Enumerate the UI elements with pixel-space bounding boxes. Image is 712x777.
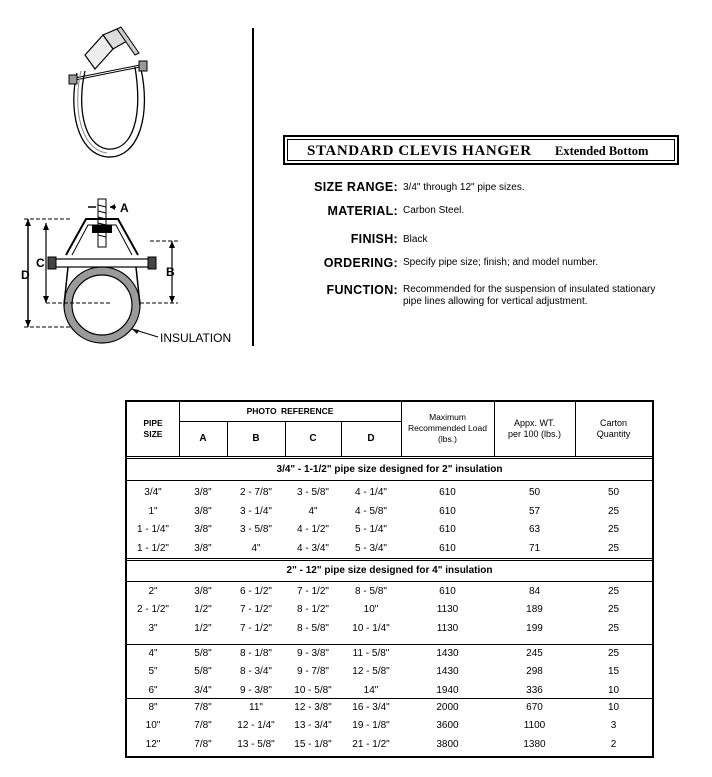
cell-weight: 199	[526, 622, 543, 634]
cell-a: 3/8"	[194, 487, 212, 498]
spec-value-ordering: Specify pipe size; finish; and model number.	[403, 257, 599, 268]
cell-weight: 670	[526, 702, 543, 713]
cell-pipe-size: 3"	[148, 622, 158, 634]
header-max-load: Maximum Recommended Load (lbs.)	[408, 412, 487, 444]
cell-a: 5/8"	[194, 648, 212, 659]
cell-a: 3/8"	[194, 524, 212, 535]
cell-c: 7 - 1/2"	[297, 586, 329, 597]
cell-carton: 25	[607, 524, 620, 535]
cell-carton: 25	[607, 586, 620, 597]
cell-pipe-size: 10"	[145, 720, 161, 732]
spec-value-material: Carbon Steel.	[403, 205, 465, 216]
cell-max-load: 610	[439, 586, 456, 597]
cell-c: 9 - 7/8"	[297, 666, 329, 678]
page-title: STANDARD CLEVIS HANGER	[307, 143, 532, 159]
cell-b: 13 - 5/8"	[237, 738, 275, 750]
cell-weight: 298	[526, 666, 543, 678]
cell-pipe-size: 8"	[148, 702, 158, 713]
section-title-large-pipe: 2" - 12" pipe size designed for 4" insulation	[286, 565, 493, 576]
cell-d: 4 - 1/4"	[355, 487, 387, 498]
cell-d: 19 - 1/8"	[352, 720, 390, 732]
cell-d: 4 - 5/8"	[355, 505, 387, 517]
cell-a: 7/8"	[194, 738, 212, 750]
cell-b: 8 - 1/8"	[240, 648, 272, 659]
cell-b: 12 - 1/4"	[237, 720, 275, 732]
cell-c: 4 - 3/4"	[297, 542, 329, 554]
cell-c: 4"	[308, 505, 318, 517]
cell-d: 8 - 5/8"	[355, 586, 387, 597]
cell-a: 1/2"	[194, 604, 212, 616]
header-b: B	[252, 433, 260, 444]
cell-b: 9 - 3/8"	[240, 684, 272, 696]
cell-max-load: 2000	[436, 702, 459, 713]
dimension-label-a: A	[120, 201, 129, 215]
cell-b: 11"	[249, 702, 263, 713]
insulation-label: INSULATION	[160, 331, 232, 345]
cell-a: 3/4"	[194, 684, 212, 696]
cell-max-load: 1430	[436, 666, 459, 678]
cell-d: 10"	[363, 604, 379, 616]
cell-pipe-size: 6"	[148, 684, 158, 696]
spec-value-function-line1: Recommended for the suspension of insulated stationary	[403, 284, 656, 295]
cell-b: 6 - 1/2"	[240, 586, 272, 597]
cell-c: 8 - 1/2"	[297, 604, 329, 616]
cell-carton: 2	[610, 738, 617, 750]
cell-carton: 25	[607, 505, 620, 517]
cell-weight: 57	[528, 505, 541, 517]
cell-b: 7 - 1/2"	[240, 622, 272, 634]
clevis-hanger-illustration	[55, 25, 165, 165]
cell-carton: 3	[610, 720, 617, 732]
cell-weight: 1100	[523, 720, 546, 732]
cell-weight: 84	[528, 586, 541, 597]
cell-d: 10 - 1/4"	[352, 622, 390, 634]
cell-max-load: 1130	[436, 622, 459, 634]
cell-carton: 10	[607, 702, 620, 713]
header-a: A	[199, 433, 207, 444]
cell-c: 3 - 5/8"	[297, 487, 329, 498]
cell-b: 3 - 1/4"	[240, 505, 272, 517]
cell-max-load: 610	[439, 487, 456, 498]
cell-b: 3 - 5/8"	[240, 524, 272, 535]
cell-a: 3/8"	[194, 505, 212, 517]
page-subtitle: Extended Bottom	[555, 144, 649, 158]
cell-max-load: 610	[439, 505, 456, 517]
spec-label-material: MATERIAL:	[327, 204, 398, 218]
section-title-small-pipe: 3/4" - 1-1/2" pipe size designed for 2" insulation	[276, 464, 503, 475]
cell-max-load: 3800	[436, 738, 459, 750]
header-weight: Appx. WT. per 100 (lbs.)	[507, 418, 562, 439]
cell-a: 3/8"	[194, 586, 212, 597]
cell-c: 13 - 3/4"	[294, 720, 332, 732]
cell-c: 10 - 5/8"	[294, 684, 332, 696]
header-pipe-size: PIPE SIZE	[143, 418, 163, 439]
spec-value-finish: Black	[403, 234, 428, 245]
cell-d: 5 - 1/4"	[355, 524, 387, 535]
cell-c: 15 - 1/8"	[294, 738, 332, 750]
cell-d: 5 - 3/4"	[355, 542, 387, 554]
cell-b: 4"	[251, 542, 261, 554]
cell-pipe-size: 1"	[148, 505, 158, 517]
cell-b: 8 - 3/4"	[240, 666, 272, 678]
cell-a: 5/8"	[194, 666, 212, 678]
cell-weight: 336	[526, 684, 543, 696]
cell-d: 11 - 5/8"	[352, 648, 390, 659]
spec-label-finish: FINISH:	[350, 232, 398, 246]
cell-weight: 63	[528, 524, 541, 535]
cell-a: 3/8"	[194, 542, 212, 554]
dimension-label-b: B	[166, 265, 175, 279]
cell-d: 16 - 3/4"	[352, 702, 390, 713]
header-c: C	[309, 433, 317, 444]
cell-weight: 1380	[523, 738, 546, 750]
cell-c: 9 - 3/8"	[297, 648, 329, 659]
cell-pipe-size: 12"	[145, 738, 161, 750]
cell-pipe-size: 1 - 1/4"	[137, 524, 169, 535]
header-carton: Carton Quantity	[596, 418, 631, 439]
cell-max-load: 1130	[436, 604, 459, 616]
cell-b: 2 - 7/8"	[240, 487, 272, 498]
dimension-label-d: D	[21, 268, 30, 282]
cell-carton: 25	[607, 542, 620, 554]
cell-a: 7/8"	[194, 702, 212, 713]
cell-b: 7 - 1/2"	[240, 604, 272, 616]
cell-pipe-size: 5"	[148, 666, 158, 678]
spec-label-function: FUNCTION:	[326, 283, 398, 297]
cell-max-load: 610	[439, 524, 456, 535]
cell-d: 14"	[363, 684, 379, 696]
cell-pipe-size: 3/4"	[144, 487, 162, 498]
cell-carton: 50	[607, 487, 620, 498]
spec-value-size-range: 3/4" through 12" pipe sizes.	[403, 182, 525, 193]
spec-value-function-line2: pipe lines allowing for vertical adjustment.	[403, 296, 588, 307]
spec-label-size-range: SIZE RANGE:	[314, 180, 398, 194]
cell-c: 4 - 1/2"	[297, 524, 329, 535]
cell-c: 12 - 3/8"	[294, 702, 332, 713]
cell-pipe-size: 2 - 1/2"	[137, 604, 169, 616]
cell-carton: 15	[607, 666, 620, 678]
cell-carton: 10	[607, 684, 620, 696]
cell-carton: 25	[607, 622, 620, 634]
divider-line	[252, 28, 254, 346]
cell-weight: 71	[528, 542, 541, 554]
dimension-label-c: C	[36, 256, 45, 270]
cell-c: 8 - 5/8"	[297, 622, 329, 634]
cell-weight: 245	[526, 648, 543, 659]
header-photo-reference: PHOTO REFERENCE	[246, 406, 334, 416]
cell-carton: 25	[607, 604, 620, 616]
cell-max-load: 1940	[436, 684, 459, 696]
cell-pipe-size: 2"	[148, 586, 158, 597]
header-d: D	[367, 433, 375, 444]
cell-carton: 25	[607, 648, 620, 659]
cell-weight: 50	[528, 487, 541, 498]
cell-weight: 189	[526, 604, 543, 616]
cell-max-load: 610	[439, 542, 456, 554]
cell-pipe-size: 4"	[148, 648, 158, 659]
cell-a: 1/2"	[194, 622, 212, 634]
title-box	[283, 135, 679, 165]
cell-max-load: 1430	[436, 648, 459, 659]
cell-d: 12 - 5/8"	[352, 666, 390, 678]
cell-pipe-size: 1 - 1/2"	[137, 542, 169, 554]
cell-a: 7/8"	[194, 720, 212, 732]
cell-max-load: 3600	[436, 720, 459, 732]
spec-label-ordering: ORDERING:	[323, 256, 398, 270]
cell-d: 21 - 1/2"	[352, 738, 390, 750]
specification-table	[125, 400, 654, 758]
